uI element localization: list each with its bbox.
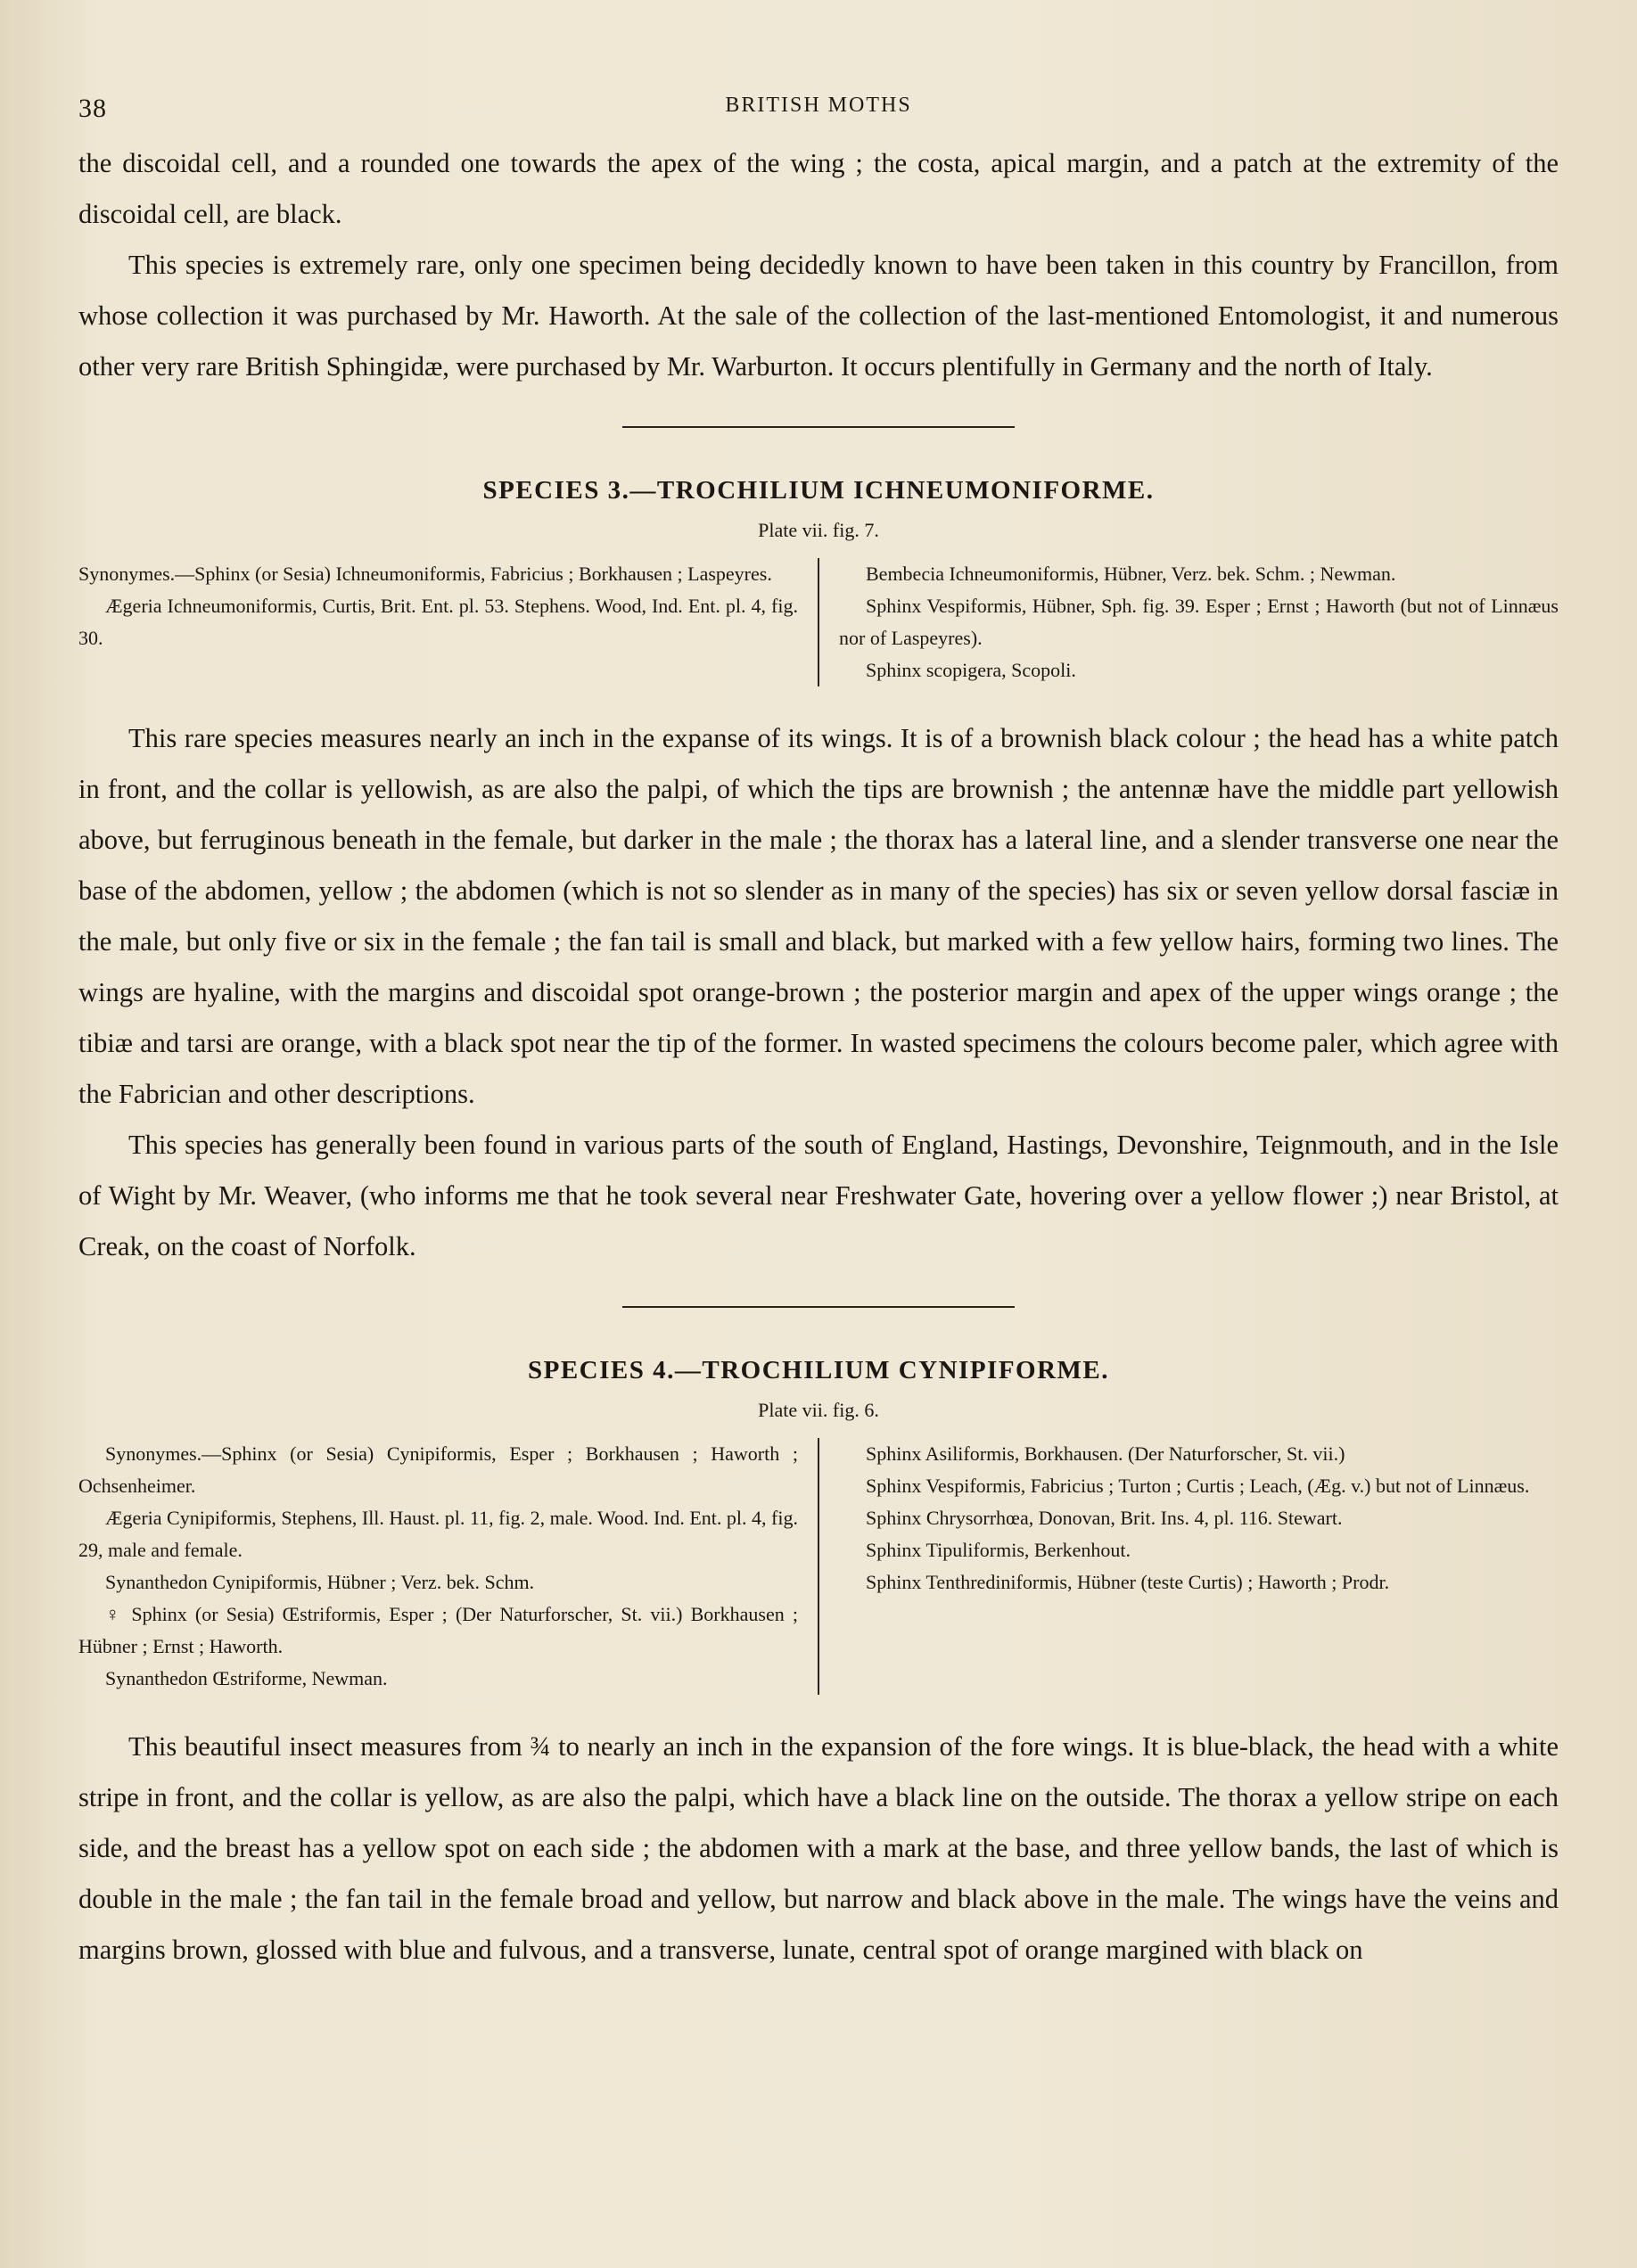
species-3-localities: This species has generally been found in various parts of the south of England, Hastings, Devonshire, Teignmouth, and in the Isle of Wight by Mr. Weaver, (who informs me that he took several near Freshwater Gate, hovering over a yellow flower ;) near Bristol, at Creak, on the coast of Norfolk. — [78, 1130, 1559, 1261]
synonym-entry: Synonymes.—Sphinx (or Sesia) Cynipiformis, Esper ; Borkhausen ; Haworth ; Ochsenheimer. — [78, 1442, 798, 1497]
synonym-entry: Sphinx Tipuliformis, Berkenhout. — [866, 1539, 1131, 1561]
synonyms-right-column — [818, 558, 1559, 686]
synonym-entry: Sphinx Asiliformis, Borkhausen. (Der Naturforscher, St. vii.) — [866, 1442, 1345, 1465]
synonym-entry: Ægeria Ichneumoniformis, Curtis, Brit. Ent. pl. 53. Stephens. Wood, Ind. Ent. pl. 4, fig. 30. — [78, 595, 798, 649]
synonym-entry: Synanthedon Œstriforme, Newman. — [105, 1667, 388, 1689]
synonym-entry: Bembecia Ichneumoniformis, Hübner, Verz. bek. Schm. ; Newman. — [866, 563, 1396, 585]
synonym-entry: Synonymes.—Sphinx (or Sesia) Ichneumoniformis, Fabricius ; Borkhausen ; Laspeyres. — [78, 563, 772, 585]
running-title: BRITISH MOTHS — [725, 94, 912, 117]
synonym-entry: Ægeria Cynipiformis, Stephens, Ill. Haust. pl. 11, fig. 2, male. Wood. Ind. Ent. pl. 4, fig. 29, male and female. — [78, 1507, 798, 1561]
section-divider — [622, 1306, 1015, 1308]
synonym-entry: Sphinx Vespiformis, Hübner, Sph. fig. 39. Esper ; Ernst ; Haworth (but not of Linnæus nor of Laspeyres). — [839, 595, 1559, 649]
intro-paragraph-1: the discoidal cell, and a rounded one towards the apex of the wing ; the costa, apical margin, and a patch at the extremity of the discoidal cell, are black. — [78, 148, 1559, 229]
species-4-synonyms — [78, 1438, 1559, 1695]
species-4-plate: Plate vii. fig. 6. — [758, 1399, 879, 1421]
synonym-entry: Sphinx scopigera, Scopoli. — [866, 659, 1076, 681]
synonym-entry: Synanthedon Cynipiformis, Hübner ; Verz. bek. Schm. — [105, 1571, 535, 1593]
synonym-entry: Sphinx Chrysorrhœa, Donovan, Brit. Ins. 4, pl. 116. Stewart. — [866, 1507, 1343, 1529]
synonym-entry: Sphinx Tenthrediniformis, Hübner (teste Curtis) ; Haworth ; Prodr. — [866, 1571, 1390, 1593]
synonym-entry: ♀ Sphinx (or Sesia) Œstriformis, Esper ; (Der Naturforscher, St. vii.) Borkhausen ; Hübner ; Ernst ; Haworth. — [78, 1603, 798, 1657]
section-divider — [622, 426, 1015, 428]
species-4-description: This beautiful insect measures from ¾ to nearly an inch in the expansion of the fore wings. It is blue-black, the head with a white stripe in front, and the collar is yellow, as are also the palpi, which have a black line on the outside. The thorax a yellow stripe on each side, and the breast has a yellow spot on each side ; the abdomen with a mark at the base, and three yellow bands, the last of which is double in the male ; the fan tail in the female broad and yellow, but narrow and black above in the male. The wings have the veins and margins brown, glossed with blue and fulvous, and a transverse, lunate, central spot of orange margined with black on — [78, 1731, 1559, 1965]
synonym-entry: Sphinx Vespiformis, Fabricius ; Turton ; Curtis ; Leach, (Æg. v.) but not of Linnæus. — [866, 1475, 1530, 1497]
synonyms-left-column — [78, 558, 818, 686]
synonyms-right-column — [818, 1438, 1559, 1695]
running-head — [78, 85, 1559, 138]
synonyms-left-column — [78, 1438, 818, 1695]
intro-paragraph-2: This species is extremely rare, only one specimen being decidedly known to have been taken in this country by Francillon, from whose collection it was purchased by Mr. Haworth. At the sale of the collection of the last-mentioned Entomologist, it and numerous other very rare British Sphingidæ, were purchased by Mr. Warburton. It occurs plentifully in Germany and the north of Italy. — [78, 250, 1559, 382]
species-3-title: SPECIES 3.—TROCHILIUM ICHNEUMONIFORME. — [482, 476, 1155, 505]
species-3-synonyms — [78, 558, 1559, 686]
species-3-plate: Plate vii. fig. 7. — [758, 519, 879, 541]
species-4-title: SPECIES 4.—TROCHILIUM CYNIPIFORME. — [528, 1356, 1109, 1385]
page-number: 38 — [78, 94, 107, 123]
species-3-description: This rare species measures nearly an inch in the expanse of its wings. It is of a brownish black colour ; the head has a white patch in front, and the collar is yellowish, as are also the palpi, of which the tips are brownish ; the antennæ have the middle part yellowish above, but ferruginous beneath in the female, but darker in the male ; the thorax has a lateral line, and a slender transverse one near the base of the abdomen, yellow ; the abdomen (which is not so slender as in many of the species) has six or seven yellow dorsal fasciæ in the male, but only five or six in the female ; the fan tail is small and black, but marked with a few yellow hairs, forming two lines. The wings are hyaline, with the margins and discoidal spot orange-brown ; the posterior margin and apex of the upper wings orange ; the tibiæ and tarsi are orange, with a black spot near the tip of the former. In wasted specimens the colours become paler, which agree with the Fabrician and other descriptions. — [78, 723, 1559, 1109]
